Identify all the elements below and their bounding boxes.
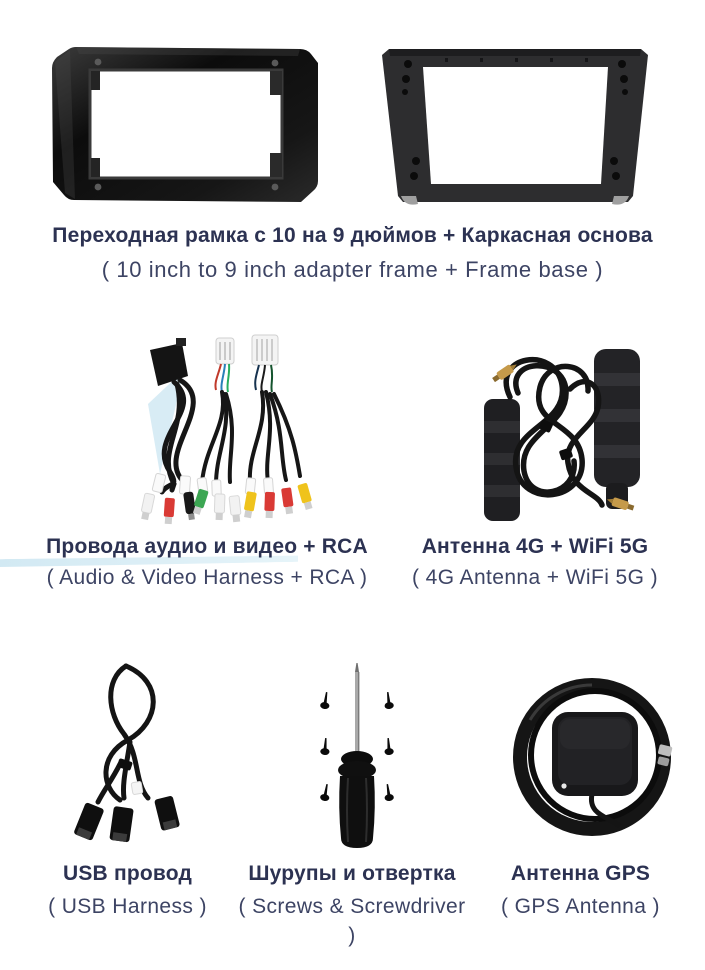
- usb-plug-right: [154, 795, 180, 831]
- right-cable-bundle: [250, 392, 300, 482]
- usb-caption-en: ( USB Harness ): [48, 895, 207, 918]
- usb-harness-image: [68, 656, 198, 854]
- antenna-caption-ru: Антенна 4G + WiFi 5G: [421, 535, 649, 558]
- antenna-caption-en: ( 4G Antenna + WiFi 5G ): [412, 566, 658, 589]
- usb-plug-middle: [109, 806, 134, 842]
- usb-plug-left: [73, 802, 104, 841]
- usb-label-tag: [131, 781, 143, 795]
- screws-screwdriver-image: [292, 658, 422, 856]
- av-harness-rca-image: [128, 332, 318, 530]
- gps-caption-en: ( GPS Antenna ): [501, 895, 660, 918]
- frame-base-image: [375, 45, 655, 210]
- middle-cable-bundle: [202, 392, 232, 484]
- usb-cable: [98, 666, 153, 802]
- screws-caption-en: ( Screws & Screwdriver ): [238, 895, 466, 947]
- top-caption-ru: Переходная рамка с 10 на 9 дюймов + Каркасная основа: [52, 224, 653, 247]
- antenna-cables: [506, 360, 602, 505]
- screws-caption-ru: Шурупы и отвертка: [248, 862, 456, 885]
- 4g-wifi-antenna-image: [468, 333, 663, 527]
- adapter-frame-image: [46, 40, 324, 210]
- harness-caption-en: ( Audio & Video Harness + RCA ): [46, 566, 368, 589]
- right-wires: [255, 365, 272, 392]
- harness-caption-ru: Провода аудио и видео + RCA: [46, 535, 368, 558]
- usb-caption-ru: USB провод: [62, 862, 193, 885]
- wifi-antenna-bar: [594, 349, 640, 509]
- gps-antenna-image: [500, 660, 690, 858]
- gps-caption-ru: Антенна GPS: [510, 862, 651, 885]
- screwdriver-handle: [338, 751, 376, 848]
- gps-puck: [552, 712, 638, 796]
- top-caption-en: ( 10 inch to 9 inch adapter frame + Frame base ): [101, 257, 604, 282]
- screwdriver-shaft: [355, 663, 359, 756]
- middle-wires: [215, 364, 229, 392]
